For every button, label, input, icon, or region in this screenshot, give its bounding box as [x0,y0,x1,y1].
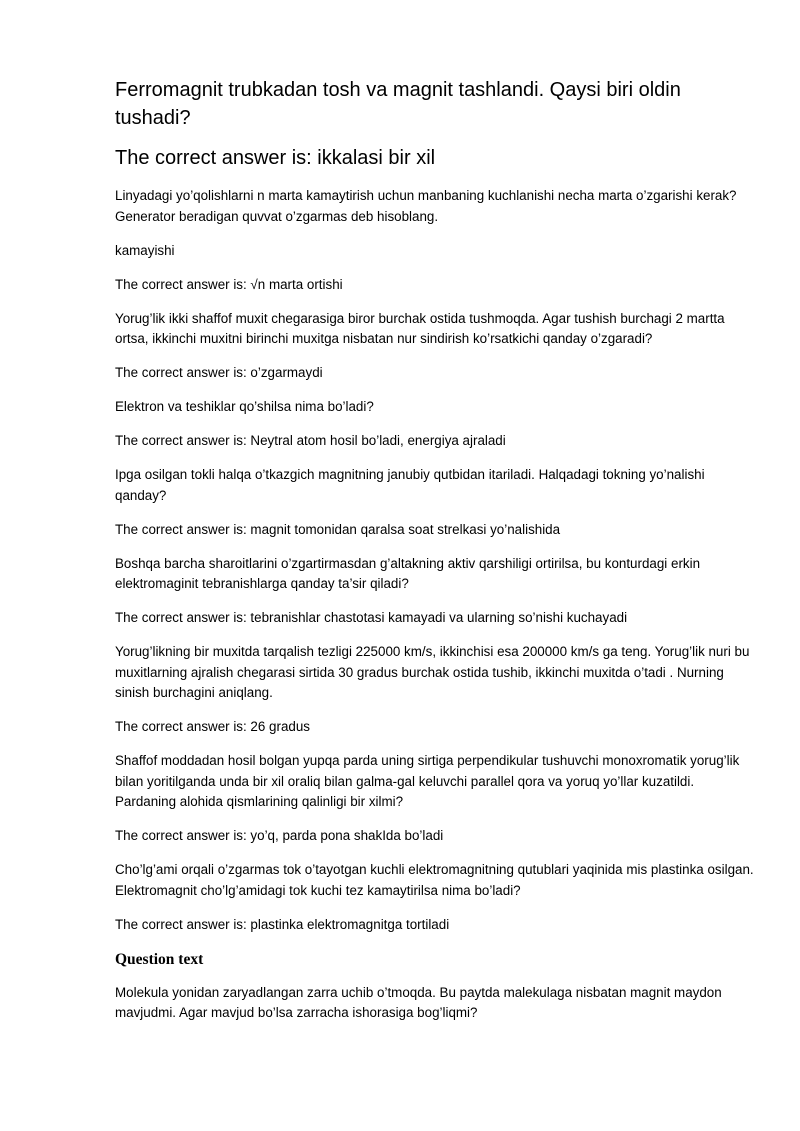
correct-answer: The correct answer is: magnit tomonidan qaralsa soat strelkasi yo’nalishida [115,521,561,537]
correct-answer: The correct answer is: o’zgarmaydi [115,365,323,380]
correct-answer: The correct answer is: plastinka elektromagnitga tortiladi [115,916,450,932]
question-heading: Ferromagnit trubkadan tosh va magnit tashlandi. Qaysi biri oldin tushadi? [115,79,681,129]
correct-answer: The correct answer is: Neytral atom hosil bo’ladi, energiya ajraladi [115,433,506,448]
question-text: Linyadagi yo’qolishlarni n marta kamaytirish uchun manbaning kuchlanishi necha marta o’zgarishi kerak? Generator beradigan quvvat o’zgarmas deb hisoblang. [115,188,737,224]
correct-answer: The correct answer is: yo’q, parda pona shakIda bo’ladi [115,828,444,843]
question-text: Ipga osilgan tokli halqa o’tkazgich magnitning janubiy qutbidan itariladi. Halqadagi tokning yo’nalishi qanday? [115,467,705,503]
question-text: Yorug’likning bir muxitda tarqalish tezligi 225000 km/s, ikkinchisi esa 200000 km/s ga teng. Yorug’lik nuri bu muxitlarning ajralish chegarasi sirtida 30 gradus burchak ostida tushib, ikkinchi muxitda o’tadi . Nurning sinish burchagini aniqlang. [115,644,750,700]
question-text: Molekula yonidan zaryadlangan zarra uchib o’tmoqda. Bu paytda malekulaga nisbatan magnit maydon mavjudmi. Agar mavjud bo’lsa zarracha ishorasiga bog’liqmi? [115,984,722,1020]
correct-answer: The correct answer is: tebranishlar chastotasi kamayadi va ularning so’nishi kuchayadi [115,610,628,625]
question-text: Cho’lg’ami orqali o’zgarmas tok o’tayotgan kuchli elektromagnitning qutublari yaqinida mis plastinka osilgan. Elektromagnit cho’lg’amidagi tok kuchi tez kamaytirilsa nima bo’ladi? [115,862,754,898]
question-text: Elektron va teshiklar qo’shilsa nima bo’ladi? [115,399,374,414]
document-content [115,76,755,1037]
question-text: Boshqa barcha sharoitlarini o’zgartirmasdan g’altakning aktiv qarshiligi ortirilsa, bu konturdagi erkin elektromaginit tebranishlarga qanday ta’sir qiladi? [115,555,701,591]
answer-option-text: kamayishi [115,242,175,258]
correct-answer: The correct answer is: √n marta ortishi [115,276,343,292]
correct-answer: The correct answer is: 26 gradus [115,719,310,734]
answer-heading: The correct answer is: ikkalasi bir xil [115,147,436,169]
question-text: Yorug’lik ikki shaffof muxit chegarasiga biror burchak ostida tushmoqda. Agar tushish burchagi 2 martta ortsa, ikkinchi muxitni birinchi muxitga nisbatan nur sindirish ko’rsatkichi qanday o’zgaradi? [115,310,725,346]
section-heading: Question text [115,950,204,968]
question-text: Shaffof moddadan hosil bolgan yupqa parda uning sirtiga perpendikular tushuvchi monoxromatik yorug’lik bilan yoritilganda unda bir xil oraliq bilan galma-gal keluvchi parallel qora va yoruq yo’llar kuzatildi. Pardaning alohida qismlarining qalinligi bir xilmi? [115,753,740,809]
